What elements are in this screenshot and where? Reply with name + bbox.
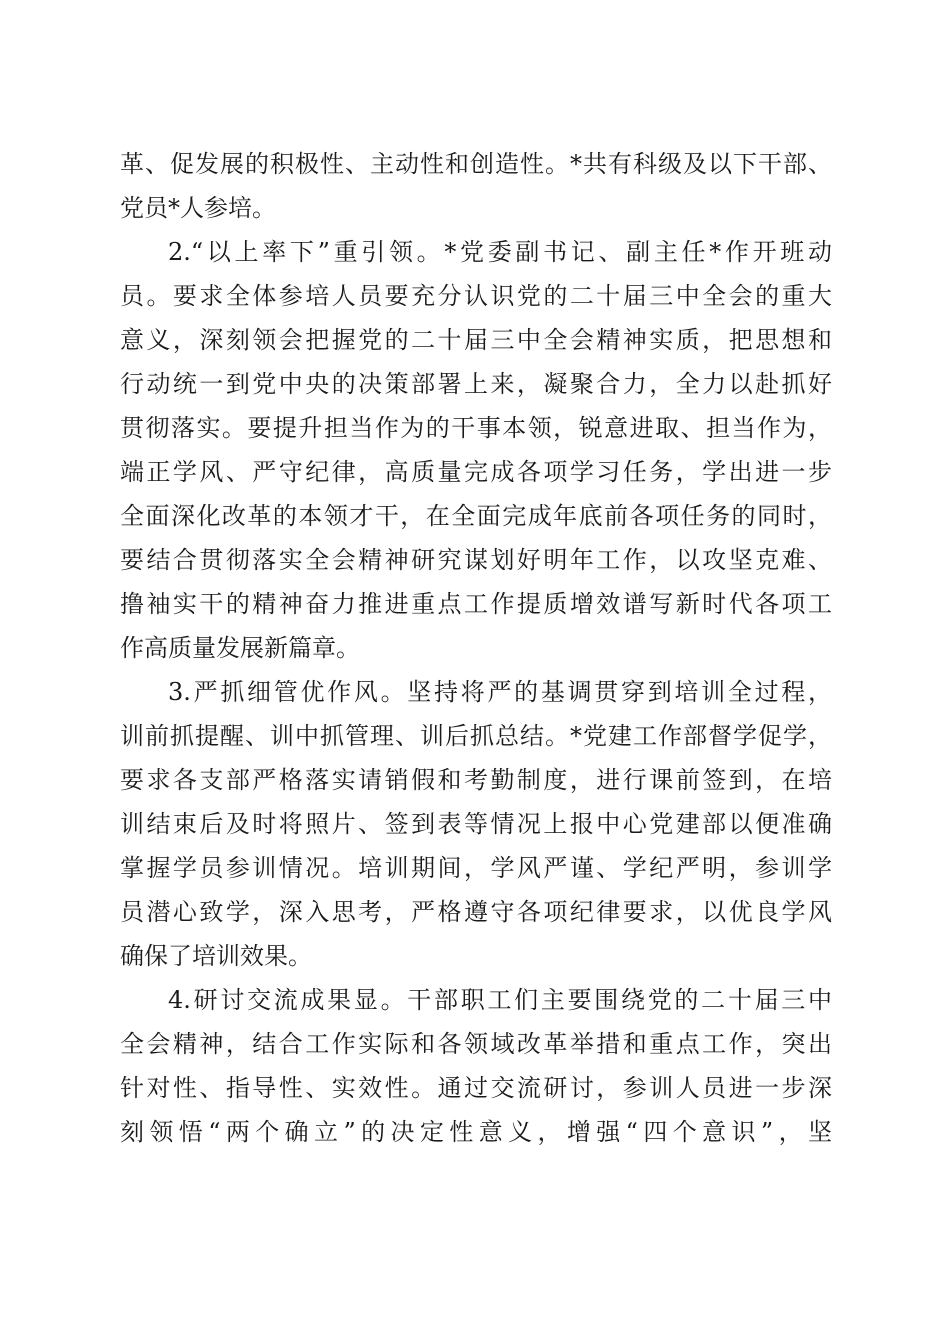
- text-line: 贯彻落实。要提升担当作为的干事本领，锐意进取、担当作为，: [120, 414, 832, 442]
- text-line: 训结束后及时将照片、签到表等情况上报中心党建部以便准确: [120, 810, 832, 838]
- text-line: 作高质量发展新篇章。: [120, 634, 360, 662]
- text-line: 端正学风、严守纪律，高质量完成各项学习任务，学出进一步: [120, 458, 832, 486]
- text-line: 意义，深刻领会把握党的二十届三中全会精神实质，把思想和: [120, 326, 832, 354]
- text-line: 要求各支部严格落实请销假和考勤制度，进行课前签到，在培: [120, 766, 832, 794]
- text-line: 刻领悟“两个确立”的决定性意义，增强“四个意识”，坚: [120, 1118, 832, 1146]
- text-line: 训前抓提醒、训中抓管理、训后抓总结。*党建工作部督学促学，: [120, 722, 832, 750]
- paragraph-heading-4: 4.研讨交流成果显。干部职工们主要围绕党的二十届三中: [168, 986, 832, 1014]
- paragraph-heading-3: 3.严抓细管优作风。坚持将严的基调贯穿到培训全过程，: [168, 678, 832, 706]
- text-line: 员。要求全体参培人员要充分认识党的二十届三中全会的重大: [120, 282, 832, 310]
- text-line: 确保了培训效果。: [120, 942, 312, 970]
- text-line: 全面深化改革的本领才干，在全面完成年底前各项任务的同时，: [120, 502, 832, 530]
- text-line: 全会精神，结合工作实际和各领域改革举措和重点工作，突出: [120, 1030, 832, 1058]
- text-line: 行动统一到党中央的决策部署上来，凝聚合力，全力以赴抓好: [120, 370, 832, 398]
- text-line: 员潜心致学，深入思考，严格遵守各项纪律要求，以优良学风: [120, 898, 832, 926]
- text-line: 撸袖实干的精神奋力推进重点工作提质增效谱写新时代各项工: [120, 590, 832, 618]
- text-line: 党员*人参培。: [120, 194, 276, 222]
- text-line: 要结合贯彻落实全会精神研究谋划好明年工作，以攻坚克难、: [120, 546, 832, 574]
- paragraph-heading-2: 2.“以上率下”重引领。*党委副书记、副主任*作开班动: [168, 238, 832, 266]
- text-line: 针对性、指导性、实效性。通过交流研讨，参训人员进一步深: [120, 1074, 832, 1102]
- text-line: 革、促发展的积极性、主动性和创造性。*共有科级及以下干部、: [120, 150, 832, 178]
- text-line: 掌握学员参训情况。培训期间，学风严谨、学纪严明，参训学: [120, 854, 832, 882]
